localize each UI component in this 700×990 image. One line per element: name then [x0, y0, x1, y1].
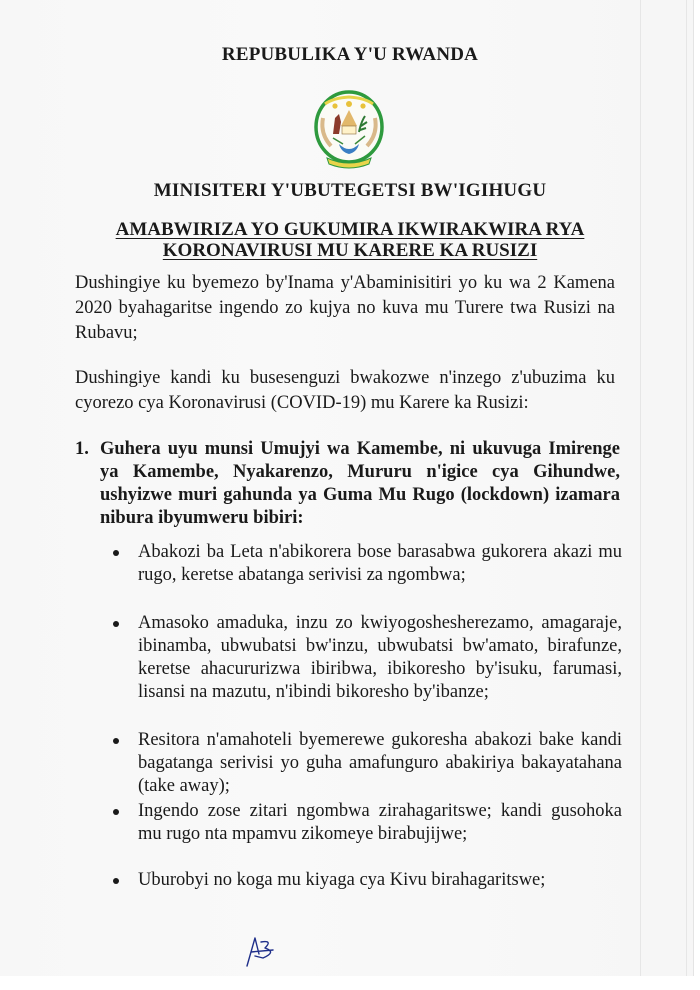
bullet-icon	[113, 738, 119, 744]
scan-edge-line	[640, 0, 641, 976]
preamble-paragraph-1: Dushingiye ku byemezo by'Inama y'Abaminisitiri yo ku wa 2 Kamena 2020 byahagaritse ingendo zo kujya no kuva mu Turere twa Rusizi na Rubavu;	[75, 273, 615, 343]
scan-edge-line	[686, 0, 687, 976]
ministry-heading: MINISITERI Y'UBUTEGETSI BW'IGIHUGU	[153, 180, 547, 201]
bullet-text: Abakozi ba Leta n'abikorera bose barasabwa gukorera akazi mu rugo, keretse abatanga serivisi za ngombwa;	[138, 542, 622, 585]
bullet-icon	[113, 809, 119, 815]
bullet-item	[115, 800, 622, 846]
bullet-item	[115, 541, 622, 587]
republic-heading: REPUBULIKA Y'U RWANDA	[221, 44, 479, 65]
initials-signature-icon	[243, 934, 279, 968]
item-text: Guhera uyu munsi Umujyi wa Kamembe, ni ukuvuga Imirenge ya Kamembe, Nyakarenzo, Mururu n'igice cya Gihundwe, ushyizwe muri gahunda ya Guma Mu Rugo (lockdown) izamara nibura ibyumweru bibiri:	[100, 439, 620, 528]
bullet-item	[115, 729, 622, 798]
bullet-text: Uburobyi no koga mu kiyaga cya Kivu birahagaritswe;	[138, 870, 546, 890]
bullet-text: Ingendo zose zitari ngombwa zirahagaritswe; kandi gusohoka mu rugo nta mpamvu zikomeye birabujijwe;	[138, 801, 622, 844]
bullet-text: Amasoko amaduka, inzu zo kwiyogoshesherezamo, amagaraje, ibinamba, ubwubatsi bw'inzu, ubwubatsi bw'amato, birafunze, keretse ahacururizwa ibiribwa, ibikoresho by'isuku, farumasi, lisansi na mazutu, n'ibindi bikoresho by'ibanze;	[138, 613, 622, 702]
bullet-icon	[113, 621, 119, 627]
bullet-item	[115, 612, 622, 704]
bullet-text: Resitora n'amahoteli byemerewe gukoresha abakozi bake kandi bagatanga serivisi yo guha amafunguro abakiriya bakayatahana (take away);	[138, 730, 622, 796]
preamble-paragraph-2: Dushingiye kandi ku busesenguzi bwakozwe n'inzego z'ubuzima ku cyorezo cya Koronavirusi (COVID-19) mu Karere ka Rusizi:	[75, 368, 615, 413]
numbered-item-1	[75, 438, 620, 530]
bullet-icon	[113, 550, 119, 556]
document-title-line-1: AMABWIRIZA YO GUKUMIRA IKWIRAKWIRA RYA	[115, 219, 585, 240]
item-number: 1.	[75, 439, 89, 459]
bullet-icon	[113, 878, 119, 884]
document-title-line-2: KORONAVIRUSI MU KARERE KA RUSIZI	[162, 240, 538, 261]
bullet-item	[115, 869, 622, 892]
rwanda-coat-of-arms-icon	[311, 88, 387, 172]
